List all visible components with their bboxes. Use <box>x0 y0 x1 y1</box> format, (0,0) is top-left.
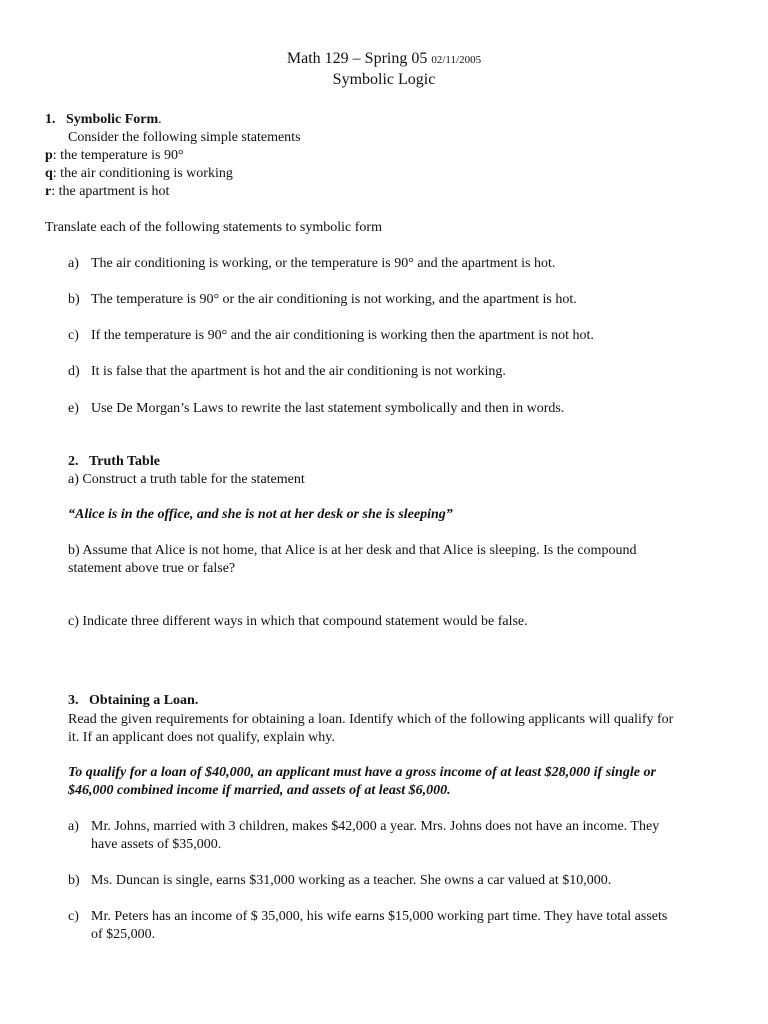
section2-part-c: c) Indicate three different ways in which that compound statement would be false. <box>68 614 528 629</box>
item-label: a) <box>68 819 79 834</box>
section1-heading: 1. Symbolic Form. <box>45 112 162 127</box>
section1-intro: Consider the following simple statements <box>68 130 301 145</box>
statement-r <box>45 183 169 201</box>
statement-text: : the air conditioning is working <box>52 166 233 181</box>
document-subtitle: Symbolic Logic <box>332 71 436 88</box>
statement-var: q <box>45 166 53 181</box>
statement-q <box>45 165 233 183</box>
item-label: e) <box>68 401 79 416</box>
item-label: b) <box>68 292 80 307</box>
statement-text: : the apartment is hot <box>51 184 170 199</box>
item-label: d) <box>68 364 80 379</box>
section3-title: Obtaining a Loan. <box>89 693 199 708</box>
item-label: c) <box>68 909 79 924</box>
section2-title: Truth Table <box>89 454 160 469</box>
item-text-line2: have assets of $35,000. <box>91 837 222 852</box>
item-text: If the temperature is 90° and the air conditioning is working then the apartment is not hot. <box>91 328 594 343</box>
section3-requirement-line2: $46,000 combined income if married, and assets of at least $6,000. <box>68 783 451 798</box>
section2-heading <box>68 453 160 471</box>
section3-intro-line1: Read the given requirements for obtaining a loan. Identify which of the following applicants will qualify for <box>68 712 674 727</box>
section1-number: 1. <box>45 112 56 127</box>
item-label: c) <box>68 328 79 343</box>
course-name: Math 129 – Spring 05 <box>286 50 428 67</box>
section3-heading <box>68 692 198 710</box>
section2-part-b-line1: b) Assume that Alice is not home, that Alice is at her desk and that Alice is sleeping. Is the compound <box>68 543 637 558</box>
statement-p <box>45 147 184 165</box>
item-label: a) <box>68 256 79 271</box>
item-text: The air conditioning is working, or the temperature is 90° and the apartment is hot. <box>91 256 556 271</box>
section2-part-a: a) Construct a truth table for the statement <box>68 472 305 487</box>
course-title <box>0 49 768 70</box>
item-text: The temperature is 90° or the air conditioning is not working, and the apartment is hot. <box>91 292 577 307</box>
section3-intro-line2: it. If an applicant does not qualify, explain why. <box>68 730 335 745</box>
section2-quote: “Alice is in the office, and she is not at her desk or she is sleeping” <box>68 507 453 522</box>
item-text-line1: Mr. Peters has an income of $ 35,000, his wife earns $15,000 working part time. They have total assets <box>91 909 668 924</box>
item-text-line2: of $25,000. <box>91 927 156 942</box>
section1-title: Symbolic Form <box>66 112 159 127</box>
statement-var: p <box>45 148 53 163</box>
document-date: 02/11/2005 <box>431 54 482 66</box>
item-label: b) <box>68 873 80 888</box>
section1-instruction: Translate each of the following statements to symbolic form <box>45 220 382 235</box>
statement-var: r <box>45 184 52 199</box>
section3-requirement-line1: To qualify for a loan of $40,000, an applicant must have a gross income of at least $28,000 if single or <box>68 765 656 780</box>
item-text: It is false that the apartment is hot and the air conditioning is not working. <box>91 364 506 379</box>
item-text-line1: Ms. Duncan is single, earns $31,000 working as a teacher. She owns a car valued at $10,000. <box>91 873 612 888</box>
section3-number: 3. <box>68 693 79 708</box>
item-text-line1: Mr. Johns, married with 3 children, makes $42,000 a year. Mrs. Johns does not have an income. They <box>91 819 660 834</box>
statement-text: : the temperature is 90° <box>52 148 184 163</box>
section2-number: 2. <box>68 454 79 469</box>
item-text: Use De Morgan’s Laws to rewrite the last statement symbolically and then in words. <box>91 401 565 416</box>
section2-part-b-line2: statement above true or false? <box>68 561 236 576</box>
